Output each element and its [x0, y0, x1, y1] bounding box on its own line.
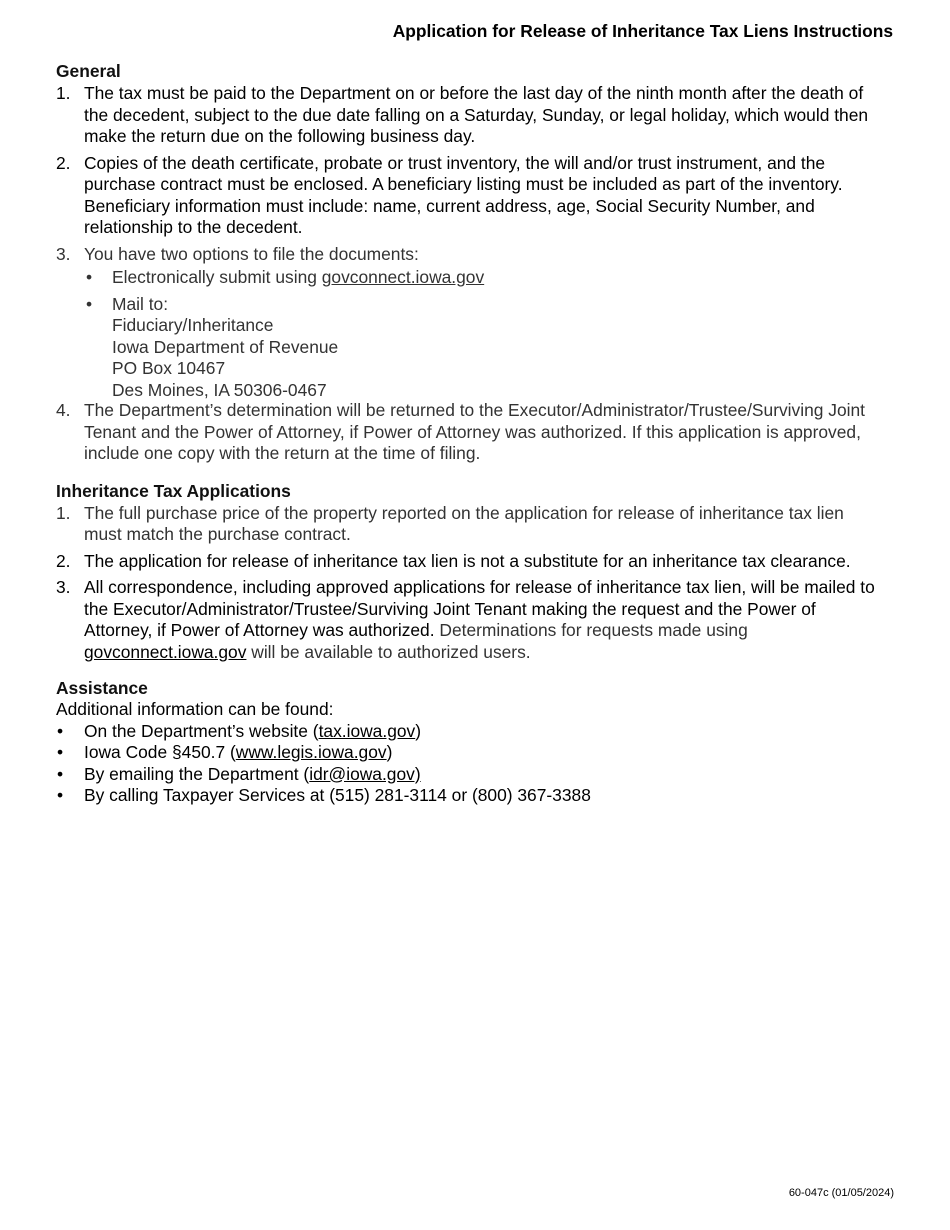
item-text: By calling Taxpayer Services at (515) 281-3114 or (800) 367-3388	[84, 785, 591, 805]
page-title: Application for Release of Inheritance Tax Liens Instructions	[392, 21, 893, 41]
item-text: The application for release of inheritance tax lien is not a substitute for an inheritance tax clearance.	[84, 550, 851, 571]
item-number: 2.	[56, 152, 71, 173]
item-number: 1.	[56, 502, 71, 523]
email-link[interactable]: idr@iowa.gov)	[309, 763, 421, 784]
item-number: 4.	[56, 400, 71, 420]
applications-list	[56, 503, 886, 664]
option-mail	[84, 294, 886, 402]
item-text: The tax must be paid to the Department on or before the last day of the ninth month after the death of the decedent, subject to the due date falling on a Saturday, Sunday, or legal holiday, which would then make the return due on the following business day.	[84, 83, 869, 146]
filing-options-list	[84, 267, 886, 401]
general-list	[56, 83, 886, 465]
assistance-item-phone	[56, 785, 886, 807]
item-text-end: )	[415, 720, 422, 741]
item-text: All correspondence, including approved applications for release of inheritance tax lien, will be mailed to the Executor/Administrator/Trustee/Surviving Joint Tenant making the request and the Power of Attorney, if Power of Attorney was authorized.	[84, 577, 875, 640]
legis-website-link[interactable]: www.legis.iowa.gov	[235, 742, 387, 762]
address-line-1: Fiduciary/Inheritance	[112, 315, 274, 335]
item-number: 2.	[56, 550, 71, 571]
item-text: Iowa Code §450.7 (	[84, 742, 236, 762]
bullet-icon: •	[57, 720, 64, 741]
bullet-icon: •	[57, 785, 64, 805]
bullet-icon: •	[57, 763, 64, 784]
applications-item-3	[56, 577, 886, 663]
item-text: You have two options to file the documents:	[84, 243, 419, 264]
assistance-list	[56, 721, 886, 807]
item-text-continued: Determinations for requests made using	[434, 620, 748, 640]
applications-heading: Inheritance Tax Applications	[56, 480, 291, 501]
item-text: On the Department’s website (	[84, 720, 319, 741]
applications-item-2	[56, 551, 886, 573]
instructions-body	[56, 60, 886, 807]
general-item-4	[56, 400, 886, 465]
bullet-icon: •	[86, 267, 93, 287]
option-electronic-text: Electronically submit using	[112, 267, 322, 287]
item-text: By emailing the Department (	[84, 763, 310, 784]
applications-item-1	[56, 503, 886, 546]
assistance-item-code	[56, 742, 886, 764]
item-text: The full purchase price of the property reported on the application for release of inheritance tax lien must match the purchase contract.	[84, 502, 844, 544]
tax-website-link[interactable]: tax.iowa.gov	[318, 720, 416, 741]
bullet-icon: •	[86, 293, 93, 314]
address-line-2: Iowa Department of Revenue	[112, 336, 339, 357]
address-line-4: Des Moines, IA 50306-0467	[112, 379, 327, 400]
general-item-2	[56, 153, 886, 239]
assistance-item-website	[56, 721, 886, 743]
item-number: 3.	[56, 243, 71, 264]
option-electronic	[84, 267, 886, 289]
item-text-end: will be available to authorized users.	[246, 641, 531, 662]
govconnect-link[interactable]: govconnect.iowa.gov	[84, 641, 247, 662]
address-line-3: PO Box 10467	[112, 358, 226, 378]
form-number: 60-047c (01/05/2024)	[788, 1187, 894, 1199]
item-text: The Department’s determination will be returned to the Executor/Administrator/Trustee/Surviving Joint Tenant and the Power of Attorney, if Power of Attorney was authorized. If this application is approved, include one copy with the return at the time of filing.	[84, 400, 866, 463]
general-item-1	[56, 83, 886, 148]
assistance-item-email	[56, 764, 886, 786]
general-heading: General	[56, 61, 121, 81]
item-text: Copies of the death certificate, probate or trust inventory, the will and/or trust instrument, and the purchase contract must be enclosed. A beneficiary listing must be included as part of the inventory. Beneficiary information must include: name, current address, age, Social Security Number, and relationship to the decedent.	[84, 152, 843, 237]
item-text-end: )	[386, 742, 393, 762]
govconnect-link[interactable]: govconnect.iowa.gov	[321, 267, 485, 287]
assistance-heading: Assistance	[56, 678, 148, 698]
assistance-intro: Additional information can be found:	[56, 699, 334, 719]
bullet-icon: •	[57, 742, 64, 762]
mail-label: Mail to:	[112, 293, 169, 314]
general-item-3	[56, 244, 886, 402]
item-number: 1.	[56, 83, 71, 103]
item-number: 3.	[56, 577, 71, 597]
